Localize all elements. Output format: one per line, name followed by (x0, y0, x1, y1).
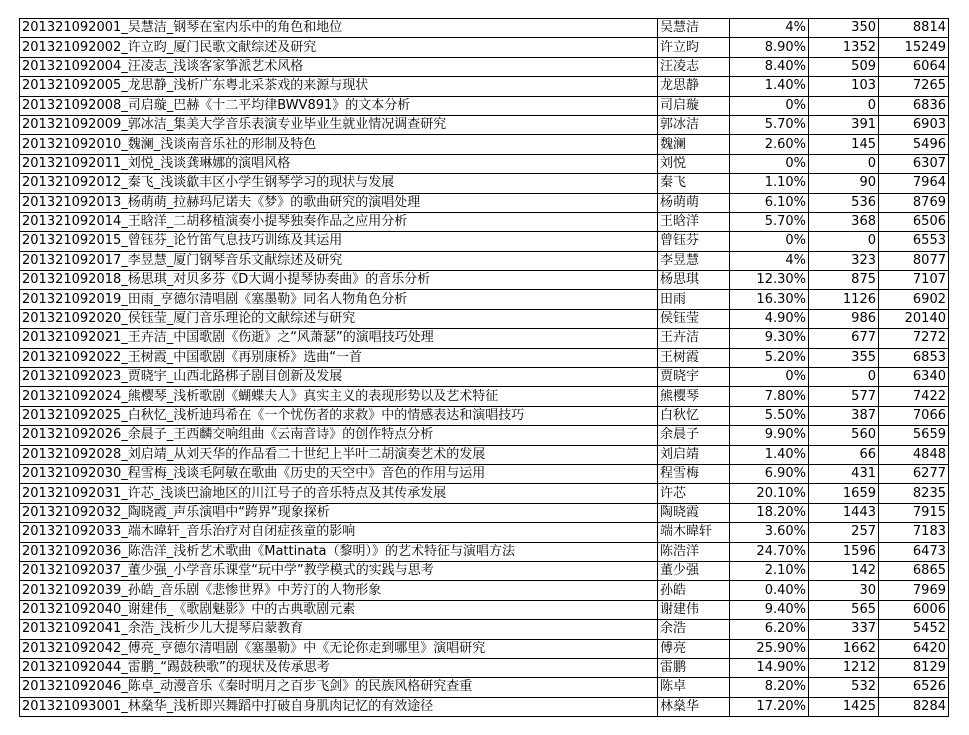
cell-author[interactable]: 许芯 (658, 484, 730, 503)
cell-similarity-percent[interactable]: 2.60% (730, 135, 809, 154)
table-row (20, 581, 949, 600)
cell-author[interactable]: 杨萌萌 (658, 193, 730, 212)
cell-total-count[interactable]: 7272 (879, 329, 949, 348)
cell-total-count[interactable]: 6553 (879, 232, 949, 251)
cell-duplicate-count[interactable]: 875 (809, 271, 879, 290)
cell-author[interactable]: 郭冰洁 (658, 115, 730, 134)
cell-similarity-percent[interactable]: 8.40% (730, 57, 809, 76)
cell-similarity-percent[interactable]: 18.20% (730, 503, 809, 522)
cell-duplicate-count[interactable]: 1659 (809, 484, 879, 503)
cell-total-count[interactable]: 8769 (879, 193, 949, 212)
cell-author[interactable]: 熊樱琴 (658, 387, 730, 406)
cell-duplicate-count[interactable]: 536 (809, 193, 879, 212)
cell-duplicate-count[interactable]: 145 (809, 135, 879, 154)
table-body (20, 19, 949, 717)
cell-thesis-title[interactable]: 201321092010_魏澜_浅谈南音乐社的形制及特色 (20, 135, 658, 154)
cell-duplicate-count[interactable]: 1443 (809, 503, 879, 522)
cell-thesis-title[interactable]: 201321092004_汪凌志_浅谈客家筝派艺术风格 (20, 57, 658, 76)
cell-author[interactable]: 杨思琪 (658, 271, 730, 290)
cell-duplicate-count[interactable]: 1425 (809, 697, 879, 716)
cell-similarity-percent[interactable]: 5.50% (730, 406, 809, 425)
cell-author[interactable]: 董少强 (658, 561, 730, 580)
cell-similarity-percent[interactable]: 1.40% (730, 77, 809, 96)
cell-author[interactable]: 孙皓 (658, 581, 730, 600)
table-row (20, 406, 949, 425)
cell-author[interactable]: 吴慧洁 (658, 19, 730, 38)
cell-author[interactable]: 曾钰芬 (658, 232, 730, 251)
cell-thesis-title[interactable]: 201321092028_刘启靖_从刘天华的作品看二十世纪上半叶二胡演奏艺术的发展 (20, 445, 658, 464)
cell-thesis-title[interactable]: 201321092046_陈卓_动漫音乐《秦时明月之百步飞剑》的民族风格研究查重 (20, 678, 658, 697)
cell-thesis-title[interactable]: 201321092022_王树霞_中国歌剧《再别康桥》选曲“一首 (20, 348, 658, 367)
cell-similarity-percent[interactable]: 6.20% (730, 620, 809, 639)
cell-thesis-title[interactable]: 201321092021_王卉洁_中国歌剧《伤逝》之“风萧瑟”的演唱技巧处理 (20, 329, 658, 348)
cell-author[interactable]: 陈卓 (658, 678, 730, 697)
cell-duplicate-count[interactable]: 103 (809, 77, 879, 96)
cell-duplicate-count[interactable]: 1662 (809, 639, 879, 658)
table-row (20, 38, 949, 57)
table-row (20, 251, 949, 270)
cell-similarity-percent[interactable]: 6.10% (730, 193, 809, 212)
cell-similarity-percent[interactable]: 25.90% (730, 639, 809, 658)
cell-similarity-percent[interactable]: 0% (730, 368, 809, 387)
cell-similarity-percent[interactable]: 8.90% (730, 38, 809, 57)
cell-similarity-percent[interactable]: 24.70% (730, 542, 809, 561)
cell-duplicate-count[interactable]: 350 (809, 19, 879, 38)
cell-total-count[interactable]: 6902 (879, 290, 949, 309)
cell-duplicate-count[interactable]: 0 (809, 96, 879, 115)
cell-duplicate-count[interactable]: 565 (809, 600, 879, 619)
cell-thesis-title[interactable]: 201321092017_李昱慧_厦门钢琴音乐文献综述及研究 (20, 251, 658, 270)
table-row (20, 309, 949, 328)
cell-similarity-percent[interactable]: 4.90% (730, 309, 809, 328)
table-row (20, 193, 949, 212)
cell-duplicate-count[interactable]: 677 (809, 329, 879, 348)
table-row (20, 368, 949, 387)
cell-total-count[interactable]: 6064 (879, 57, 949, 76)
cell-total-count[interactable]: 7915 (879, 503, 949, 522)
cell-duplicate-count[interactable]: 368 (809, 212, 879, 231)
cell-similarity-percent[interactable]: 9.30% (730, 329, 809, 348)
cell-thesis-title[interactable]: 201321092039_孙皓_音乐剧《悲惨世界》中芳汀的人物形象 (20, 581, 658, 600)
table-row (20, 77, 949, 96)
cell-thesis-title[interactable]: 201321092001_吴慧洁_钢琴在室内乐中的角色和地位 (20, 19, 658, 38)
cell-thesis-title[interactable]: 201321092040_谢建伟_《歌剧魅影》中的古典歌剧元素 (20, 600, 658, 619)
cell-thesis-title[interactable]: 201321092030_程雪梅_浅谈毛阿敏在歌曲《历史的天空中》音色的作用与运用 (20, 464, 658, 483)
cell-author[interactable]: 陶晓霞 (658, 503, 730, 522)
cell-duplicate-count[interactable]: 1596 (809, 542, 879, 561)
cell-thesis-title[interactable]: 201321092033_端木暐轩_音乐治疗对自闭症孩童的影响 (20, 523, 658, 542)
cell-similarity-percent[interactable]: 9.90% (730, 426, 809, 445)
table-row (20, 600, 949, 619)
cell-total-count[interactable]: 8235 (879, 484, 949, 503)
cell-total-count[interactable]: 5659 (879, 426, 949, 445)
cell-author[interactable]: 刘悦 (658, 154, 730, 173)
cell-thesis-title[interactable]: 201321092005_龙思静_浅析广东粤北采茶戏的来源与现状 (20, 77, 658, 96)
cell-total-count[interactable]: 6506 (879, 212, 949, 231)
cell-total-count[interactable]: 8077 (879, 251, 949, 270)
cell-similarity-percent[interactable]: 0% (730, 232, 809, 251)
cell-similarity-percent[interactable]: 3.60% (730, 523, 809, 542)
cell-similarity-percent[interactable]: 0% (730, 154, 809, 173)
table-row (20, 135, 949, 154)
table-row (20, 561, 949, 580)
cell-similarity-percent[interactable]: 1.40% (730, 445, 809, 464)
cell-author[interactable]: 魏澜 (658, 135, 730, 154)
cell-thesis-title[interactable]: 201321092018_杨思琪_对贝多芬《D大调小提琴协奏曲》的音乐分析 (20, 271, 658, 290)
cell-thesis-title[interactable]: 201321092008_司启璇_巴赫《十二平均律BWV891》的文本分析 (20, 96, 658, 115)
cell-total-count[interactable]: 6903 (879, 115, 949, 134)
table-row (20, 290, 949, 309)
cell-duplicate-count[interactable]: 90 (809, 174, 879, 193)
cell-total-count[interactable]: 6420 (879, 639, 949, 658)
cell-duplicate-count[interactable]: 323 (809, 251, 879, 270)
cell-duplicate-count[interactable]: 337 (809, 620, 879, 639)
cell-total-count[interactable]: 5452 (879, 620, 949, 639)
cell-duplicate-count[interactable]: 142 (809, 561, 879, 580)
cell-total-count[interactable]: 8284 (879, 697, 949, 716)
cell-total-count[interactable]: 8814 (879, 19, 949, 38)
cell-author[interactable]: 雷鹏 (658, 658, 730, 677)
table-row (20, 697, 949, 716)
cell-similarity-percent[interactable]: 7.80% (730, 387, 809, 406)
cell-author[interactable]: 田雨 (658, 290, 730, 309)
cell-duplicate-count[interactable]: 257 (809, 523, 879, 542)
cell-total-count[interactable]: 6865 (879, 561, 949, 580)
cell-similarity-percent[interactable]: 8.20% (730, 678, 809, 697)
cell-total-count[interactable]: 7183 (879, 523, 949, 542)
cell-similarity-percent[interactable]: 12.30% (730, 271, 809, 290)
cell-total-count[interactable]: 8129 (879, 658, 949, 677)
cell-author[interactable]: 余晨子 (658, 426, 730, 445)
table-row (20, 271, 949, 290)
cell-thesis-title[interactable]: 201321092002_许立昀_厦门民歌文献综述及研究 (20, 38, 658, 57)
cell-author[interactable]: 王晗洋 (658, 212, 730, 231)
cell-similarity-percent[interactable]: 0.40% (730, 581, 809, 600)
cell-thesis-title[interactable]: 201321092011_刘悦_浅谈龚琳娜的演唱风格 (20, 154, 658, 173)
cell-total-count[interactable]: 20140 (879, 309, 949, 328)
cell-total-count[interactable]: 6853 (879, 348, 949, 367)
cell-author[interactable]: 王卉洁 (658, 329, 730, 348)
cell-author[interactable]: 余浩 (658, 620, 730, 639)
cell-thesis-title[interactable]: 201321092037_董少强_小学音乐课堂“玩中学”教学模式的实践与思考 (20, 561, 658, 580)
cell-author[interactable]: 王树霞 (658, 348, 730, 367)
cell-author[interactable]: 傅亮 (658, 639, 730, 658)
cell-duplicate-count[interactable]: 355 (809, 348, 879, 367)
cell-duplicate-count[interactable]: 1352 (809, 38, 879, 57)
cell-total-count[interactable]: 4848 (879, 445, 949, 464)
cell-author[interactable]: 许立昀 (658, 38, 730, 57)
cell-thesis-title[interactable]: 201321092014_王晗洋_二胡移植演奏小提琴独奏作品之应用分析 (20, 212, 658, 231)
cell-total-count[interactable]: 15249 (879, 38, 949, 57)
cell-author[interactable]: 白秋忆 (658, 406, 730, 425)
cell-author[interactable]: 李昱慧 (658, 251, 730, 270)
cell-total-count[interactable]: 7422 (879, 387, 949, 406)
cell-thesis-title[interactable]: 201321092023_贾晓宇_山西北路梆子剧目创新及发展 (20, 368, 658, 387)
cell-total-count[interactable]: 6836 (879, 96, 949, 115)
cell-duplicate-count[interactable]: 431 (809, 464, 879, 483)
cell-similarity-percent[interactable]: 0% (730, 96, 809, 115)
cell-duplicate-count[interactable]: 387 (809, 406, 879, 425)
cell-author[interactable]: 秦飞 (658, 174, 730, 193)
cell-author[interactable]: 陈浩洋 (658, 542, 730, 561)
cell-thesis-title[interactable]: 201321092041_余浩_浅析少儿大提琴启蒙教育 (20, 620, 658, 639)
cell-similarity-percent[interactable]: 16.30% (730, 290, 809, 309)
cell-author[interactable]: 谢建伟 (658, 600, 730, 619)
cell-total-count[interactable]: 7107 (879, 271, 949, 290)
cell-similarity-percent[interactable]: 17.20% (730, 697, 809, 716)
cell-duplicate-count[interactable]: 391 (809, 115, 879, 134)
cell-duplicate-count[interactable]: 532 (809, 678, 879, 697)
cell-similarity-percent[interactable]: 1.10% (730, 174, 809, 193)
table-row (20, 387, 949, 406)
cell-similarity-percent[interactable]: 6.90% (730, 464, 809, 483)
table-row (20, 542, 949, 561)
cell-author[interactable]: 司启璇 (658, 96, 730, 115)
cell-duplicate-count[interactable]: 560 (809, 426, 879, 445)
cell-total-count[interactable]: 5496 (879, 135, 949, 154)
table-row (20, 212, 949, 231)
cell-total-count[interactable]: 7066 (879, 406, 949, 425)
cell-thesis-title[interactable]: 201321092009_郭冰洁_集美大学音乐表演专业毕业生就业情况调查研究 (20, 115, 658, 134)
cell-similarity-percent[interactable]: 5.70% (730, 115, 809, 134)
cell-total-count[interactable]: 7265 (879, 77, 949, 96)
cell-thesis-title[interactable]: 201321092019_田雨_亨德尔清唱剧《塞墨勒》同名人物角色分析 (20, 290, 658, 309)
cell-thesis-title[interactable]: 201321092012_秦飞_浅谈歙丰区小学生钢琴学习的现状与发展 (20, 174, 658, 193)
cell-total-count[interactable]: 6307 (879, 154, 949, 173)
cell-similarity-percent[interactable]: 5.70% (730, 212, 809, 231)
cell-thesis-title[interactable]: 201321092024_熊樱琴_浅析歌剧《蝴蝶夫人》真实主义的表现形势以及艺术特征 (20, 387, 658, 406)
cell-author[interactable]: 刘启靖 (658, 445, 730, 464)
cell-thesis-title[interactable]: 201321092015_曾钰芬_论竹笛气息技巧训练及其运用 (20, 232, 658, 251)
cell-similarity-percent[interactable]: 14.90% (730, 658, 809, 677)
cell-author[interactable]: 侯钰莹 (658, 309, 730, 328)
cell-duplicate-count[interactable]: 1126 (809, 290, 879, 309)
table-row (20, 348, 949, 367)
table-row (20, 19, 949, 38)
table-row (20, 445, 949, 464)
table-row (20, 174, 949, 193)
cell-thesis-title[interactable]: 201321092044_雷鹏_“踢鼓秧歌”的现状及传承思考 (20, 658, 658, 677)
cell-author[interactable]: 端木暐轩 (658, 523, 730, 542)
cell-thesis-title[interactable]: 201321092042_傅亮_亨德尔清唱剧《塞墨勒》中《无论你走到哪里》演唱研究 (20, 639, 658, 658)
table-row (20, 154, 949, 173)
cell-similarity-percent[interactable]: 4% (730, 19, 809, 38)
cell-total-count[interactable]: 7964 (879, 174, 949, 193)
cell-author[interactable]: 林燊华 (658, 697, 730, 716)
cell-total-count[interactable]: 6526 (879, 678, 949, 697)
table-row (20, 96, 949, 115)
cell-author[interactable]: 程雪梅 (658, 464, 730, 483)
cell-duplicate-count[interactable]: 30 (809, 581, 879, 600)
table-row (20, 115, 949, 134)
cell-similarity-percent[interactable]: 20.10% (730, 484, 809, 503)
table-row (20, 678, 949, 697)
cell-duplicate-count[interactable]: 0 (809, 368, 879, 387)
table-row (20, 620, 949, 639)
cell-author[interactable]: 贾晓宇 (658, 368, 730, 387)
cell-similarity-percent[interactable]: 2.10% (730, 561, 809, 580)
cell-thesis-title[interactable]: 201321092036_陈浩洋_浅析艺术歌曲《Mattinata（黎明）》的艺术特征与演唱方法 (20, 542, 658, 561)
table-row (20, 523, 949, 542)
cell-duplicate-count[interactable]: 66 (809, 445, 879, 464)
cell-author[interactable]: 龙思静 (658, 77, 730, 96)
table-row (20, 639, 949, 658)
cell-thesis-title[interactable]: 201321092020_侯钰莹_厦门音乐理论的文献综述与研究 (20, 309, 658, 328)
cell-total-count[interactable]: 6277 (879, 464, 949, 483)
spreadsheet-table (19, 18, 949, 717)
table-row (20, 484, 949, 503)
cell-total-count[interactable]: 6473 (879, 542, 949, 561)
cell-total-count[interactable]: 7969 (879, 581, 949, 600)
cell-thesis-title[interactable]: 201321092013_杨萌萌_拉赫玛尼诺夫《梦》的歌曲研究的演唱处理 (20, 193, 658, 212)
cell-duplicate-count[interactable]: 577 (809, 387, 879, 406)
table-row (20, 232, 949, 251)
table-row (20, 464, 949, 483)
cell-total-count[interactable]: 6340 (879, 368, 949, 387)
cell-thesis-title[interactable]: 201321093001_林燊华_浅析即兴舞蹈中打破自身肌肉记忆的有效途径 (20, 697, 658, 716)
cell-similarity-percent[interactable]: 5.20% (730, 348, 809, 367)
cell-thesis-title[interactable]: 201321092032_陶晓霞_声乐演唱中“跨界”现象探析 (20, 503, 658, 522)
cell-thesis-title[interactable]: 201321092025_白秋忆_浅析迪玛希在《一个忧伤者的求救》中的情感表达和演唱技巧 (20, 406, 658, 425)
cell-duplicate-count[interactable]: 0 (809, 154, 879, 173)
cell-author[interactable]: 汪凌志 (658, 57, 730, 76)
table-row (20, 426, 949, 445)
table-row (20, 329, 949, 348)
table-row (20, 658, 949, 677)
cell-duplicate-count[interactable]: 986 (809, 309, 879, 328)
cell-duplicate-count[interactable]: 0 (809, 232, 879, 251)
cell-duplicate-count[interactable]: 1212 (809, 658, 879, 677)
cell-thesis-title[interactable]: 201321092031_许芯_浅谈巴渝地区的川江号子的音乐特点及其传承发展 (20, 484, 658, 503)
cell-similarity-percent[interactable]: 4% (730, 251, 809, 270)
cell-similarity-percent[interactable]: 9.40% (730, 600, 809, 619)
cell-thesis-title[interactable]: 201321092026_余晨子_王西麟交响组曲《云南音诗》的创作特点分析 (20, 426, 658, 445)
table-row (20, 57, 949, 76)
cell-duplicate-count[interactable]: 509 (809, 57, 879, 76)
cell-total-count[interactable]: 6006 (879, 600, 949, 619)
table-row (20, 503, 949, 522)
